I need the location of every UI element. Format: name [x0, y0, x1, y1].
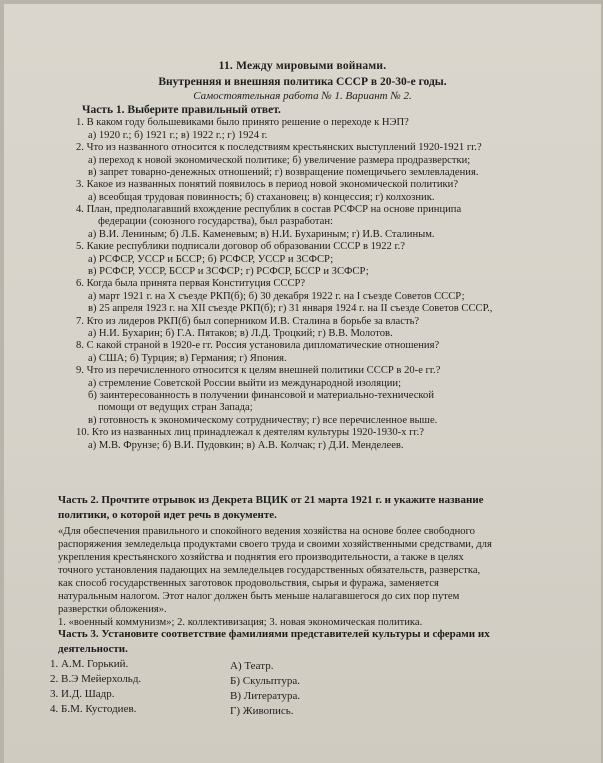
question-line: 6. Когда была принята первая Конституция СССР? [76, 278, 306, 289]
page-title: 11. Между мировыми войнами. [218, 60, 387, 72]
part2-title-line-1: Часть 2. Прочтите отрывок из Декрета ВЦИК от 21 марта 1921 г. и укажите название [58, 494, 484, 506]
person-4: 4. Б.М. Кустодиев. [50, 703, 137, 715]
answer-line: б) заинтересованность в получении финансовой и материально-технической [88, 390, 435, 401]
answer-line: в) РСФСР, УССР, БССР и ЗСФСР; г) РСФСР, БССР и ЗСФСР; [88, 266, 369, 277]
answer-line: а) всеобщая трудовая повинность; б) стахановец; в) концессия; г) колхозник. [88, 192, 435, 203]
person-1: 1. А.М. Горький. [50, 658, 129, 670]
sphere-a: А) Театр. [230, 660, 274, 672]
answer-line: а) стремление Советской России выйти из международной изоляции; [88, 378, 402, 389]
answer-line: а) США; б) Турция; в) Германия; г) Япония. [88, 353, 287, 364]
question-line: 7. Кто из лидеров РКП(б) был соперником И.В. Сталина в борьбе за власть? [76, 316, 420, 327]
answer-line: федерации (союзного государства), был разработан: [98, 216, 333, 227]
question-line: 1. В каком году большевиками было принято решение о переходе к НЭП? [76, 117, 409, 128]
decree-text-line: разверстки обложения». [58, 604, 167, 615]
question-line: 3. Какое из названных понятий появилось в период новой экономической политики? [76, 179, 459, 190]
person-3: 3. И.Д. Шадр. [50, 688, 115, 700]
work-variant: Самостоятельная работа № 1. Вариант № 2. [193, 90, 412, 102]
part2-title-line-2: политики, о которой идет речь в документе. [58, 509, 277, 521]
answer-line: в) готовность к экономическому сотрудничеству; г) все перечисленное выше. [88, 415, 438, 426]
question-line: 9. Что из перечисленного относится к целям внешней политики СССР в 20-е гг.? [76, 365, 441, 376]
question-line: 8. С какой страной в 1920-е гг. Россия установила дипломатические отношения? [76, 340, 440, 351]
question-line: 10. Кто из названных лиц принадлежал к деятелям культуры 1920-1930-х гг.? [76, 427, 424, 438]
answer-line: а) март 1921 г. на Х съезде РКП(б); б) 30 декабря 1922 г. на I съезде Советов СССР; [88, 291, 465, 302]
part2-answer-options: 1. «военный коммунизм»; 2. коллективизация; 3. новая экономическая политика. [58, 617, 423, 628]
question-line: 4. План, предполагавший вхождение республик в состав РСФСР на основе принципа [76, 204, 462, 215]
decree-text-line: «Для обеспечения правильного и спокойного ведения хозяйства на основе более свободного [58, 526, 475, 537]
page-subtitle: Внутренняя и внешняя политика СССР в 20-30-е годы. [158, 76, 447, 88]
decree-text-line: распоряжения земледельца продуктами своего труда и своими хозяйственными средствами, для [58, 539, 492, 550]
sphere-d: Г) Живопись. [230, 705, 294, 717]
answer-line: а) переход к новой экономической политике; б) увеличение размера продразверстки; [88, 155, 471, 166]
answer-line: а) М.В. Фрунзе; б) В.И. Пудовкин; в) А.В. Колчак; г) Д.И. Менделеев. [88, 440, 404, 451]
sphere-b: Б) Скульптура. [230, 675, 300, 687]
answer-line: в) запрет товарно-денежных отношений; г) возвращение помещичьего землевладения. [88, 167, 479, 178]
answer-line: в) 25 апреля 1923 г. на XII съезде РКП(б); г) 31 января 1924 г. на II съезде Советов СССР., [88, 303, 493, 314]
part3-title-line-2: деятельности. [58, 643, 128, 655]
worksheet-page [4, 4, 601, 763]
answer-line: а) 1920 г.; б) 1921 г.; в) 1922 г.; г) 1924 г. [88, 130, 268, 141]
answer-line: а) В.И. Лениным; б) Л.Б. Каменевым; в) Н.И. Бухариным; г) И.В. Сталиным. [88, 229, 435, 240]
decree-text-line: точного установления падающих на земледельцев государственных обязательств, разверстка, [58, 565, 481, 576]
answer-line: а) Н.И. Бухарин; б) Г.А. Пятаков; в) Л.Д. Троцкий; г) В.В. Молотов. [88, 328, 393, 339]
question-line: 2. Что из названного относится к последствиям крестьянских выступлений 1920-1921 гг.? [76, 142, 482, 153]
person-2: 2. В.Э Мейерхольд. [50, 673, 142, 685]
decree-text-line: как способ государственных заготовок продовольствия, сырья и фуража, заменяется [58, 578, 439, 589]
answer-line: помощи от ведущих стран Запада; [98, 402, 253, 413]
decree-text-line: натуральным налогом. Этот налог должен быть меньше налагавшегося до сих пор путем [58, 591, 460, 602]
question-line: 5. Какие республики подписали договор об образовании СССР в 1922 г.? [76, 241, 405, 252]
sphere-c: В) Литература. [230, 690, 301, 702]
answer-line: а) РСФСР, УССР и БССР; б) РСФСР, УССР и ЗСФСР; [88, 254, 334, 265]
part1-title: Часть 1. Выберите правильный ответ. [82, 104, 281, 116]
decree-text-line: укрепления крестьянского хозяйства и поднятия его производительности, а также в целях [58, 552, 464, 563]
part3-title-line-1: Часть 3. Установите соответствие фамилиями представителей культуры и сферами их [58, 628, 490, 640]
